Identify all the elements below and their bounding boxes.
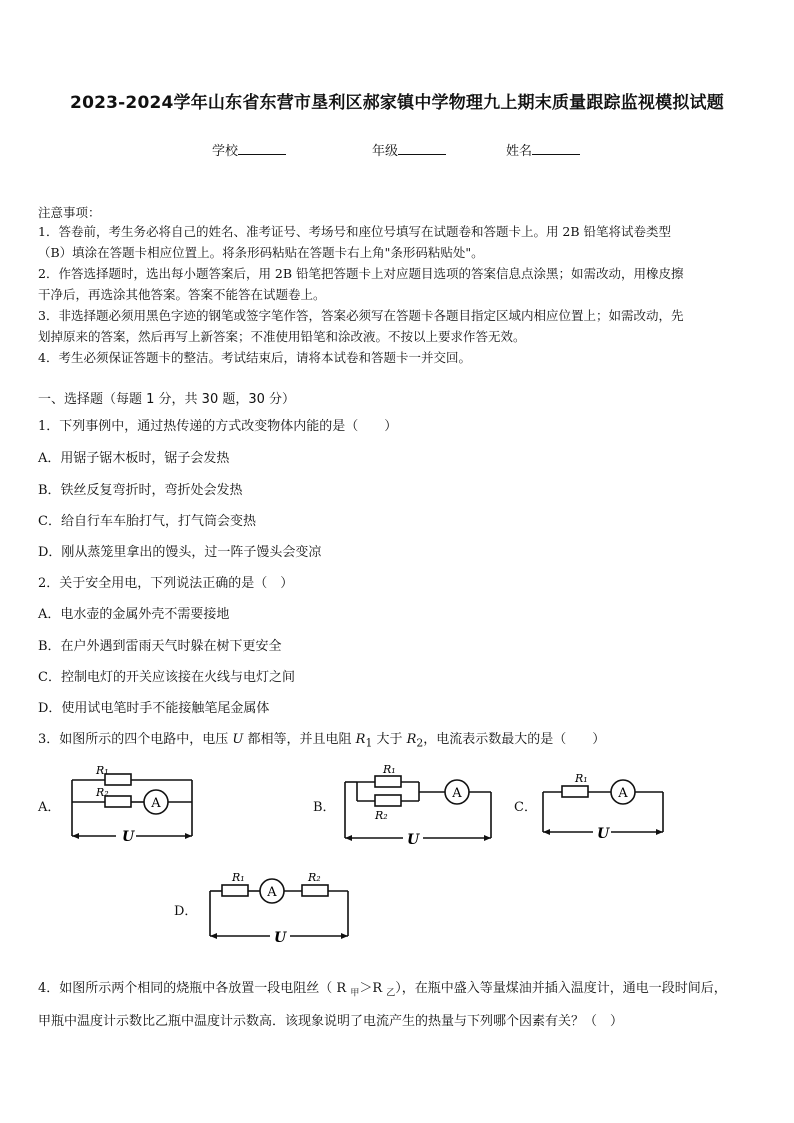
q4-sub-jia: 甲 — [350, 988, 360, 999]
r1-label: R₁ — [232, 871, 245, 884]
circuit-b-diagram[interactable] — [335, 760, 500, 852]
ammeter-label: A — [618, 786, 628, 801]
q3-r1-subscript: 1 — [365, 736, 373, 750]
circuit-a-diagram[interactable] — [60, 762, 210, 848]
u-label: U — [407, 832, 420, 848]
note-2-line-2: 干净后，再选涂其他答案。答案不能答在试题卷上。 — [38, 287, 326, 302]
r2-label: R₂ — [96, 786, 109, 799]
r2-label: R₂ — [308, 871, 321, 884]
name-field[interactable] — [506, 140, 580, 159]
q2-option-d[interactable]: D．使用试电笔时手不能接触笔尾金属体 — [38, 701, 270, 716]
u-label: U — [597, 826, 610, 842]
school-field[interactable] — [212, 140, 286, 159]
u-label: U — [122, 829, 135, 845]
notes-heading: 注意事项： — [38, 205, 101, 220]
grade-label: 年级 — [372, 144, 399, 159]
q4-text: ＞R — [359, 981, 387, 996]
q3-r2-subscript: 2 — [416, 736, 424, 750]
circuit-c-diagram[interactable] — [535, 764, 670, 844]
u-label: U — [274, 930, 287, 946]
section-heading: 一、选择题（每题 1 分，共 30 题，30 分） — [38, 392, 296, 407]
q1-option-d[interactable]: D．刚从蒸笼里拿出的馒头，过一阵子馒头会变凉 — [38, 545, 322, 560]
q3-option-a-label[interactable]: A． — [38, 800, 61, 815]
q2-option-b[interactable]: B．在户外遇到雷雨天气时躲在树下更安全 — [38, 639, 282, 654]
grade-field[interactable] — [372, 140, 446, 159]
ammeter-label: A — [151, 796, 161, 811]
q3-option-d-label[interactable]: D． — [174, 904, 198, 919]
q1-option-b[interactable]: B．铁丝反复弯折时，弯折处会发热 — [38, 483, 243, 498]
q2-stem: 2．关于安全用电，下列说法正确的是（ ） — [38, 576, 294, 591]
q3-option-b-label[interactable]: B． — [313, 800, 336, 815]
r1-label: R₁ — [383, 763, 396, 776]
q3-stem-part: 3．如图所示的四个电路中，电压 — [38, 732, 233, 747]
q4-stem-line-2: 甲瓶中温度计示数比乙瓶中温度计示数高．该现象说明了电流产生的热量与下列哪个因素有关？（ ） — [38, 1014, 624, 1029]
note-3-line-2: 划掉原来的答案，然后再写上新答案；不准使用铅笔和涂改液。不按以上要求作答无效。 — [38, 329, 526, 344]
q1-stem: 1．下列事例中，通过热传递的方式改变物体内能的是（ ） — [38, 419, 398, 434]
ammeter-label: A — [452, 786, 462, 801]
q2-option-c[interactable]: C．控制电灯的开关应该接在火线与电灯之间 — [38, 670, 295, 685]
q4-text: ），在瓶中盛入等量煤油并插入温度计，通电一段时间后， — [395, 981, 727, 996]
school-label: 学校 — [212, 144, 239, 159]
note-1-line-1: 1．答卷前，考生务必将自己的姓名、准考证号、考场号和座位号填写在试题卷和答题卡上。用 2B 铅笔将试卷类型 — [38, 224, 672, 239]
ammeter-label: A — [267, 885, 277, 900]
q1-option-c[interactable]: C．给自行车车胎打气，打气筒会变热 — [38, 514, 256, 529]
page-title: 2023-2024学年山东省东营市垦利区郝家镇中学物理九上期末质量跟踪监视模拟试题 — [70, 93, 724, 113]
q3-stem-part: 大于 — [372, 732, 407, 747]
school-blank[interactable] — [238, 142, 286, 155]
r2-label: R₂ — [375, 809, 388, 822]
q3-stem-part: ，电流表示数最大的是（ ） — [423, 732, 606, 747]
note-1-line-2: （B）填涂在答题卡相应位置上。将条形码粘贴在答题卡右上角"条形码粘贴处"。 — [38, 245, 484, 260]
q4-stem-line-1 — [38, 977, 727, 999]
q3-r1-symbol: R — [355, 732, 366, 747]
q2-option-a[interactable]: A．电水壶的金属外壳不需要接地 — [38, 607, 230, 622]
q3-r2-symbol: R — [406, 732, 417, 747]
r1-label: R₁ — [96, 764, 109, 777]
note-2-line-1: 2．作答选择题时，选出每小题答案后，用 2B 铅笔把答题卡上对应题目选项的答案信息点涂黑；如需改动，用橡皮擦 — [38, 266, 684, 281]
q4-sub-yi: 乙 — [386, 988, 396, 999]
q3-stem-part: 都相等，并且电阻 — [243, 732, 356, 747]
circuit-d-diagram[interactable] — [202, 866, 357, 946]
q1-option-a[interactable]: A．用锯子锯木板时，锯子会发热 — [38, 451, 230, 466]
q4-text: 4．如图所示两个相同的烧瓶中各放置一段电阻丝（ R — [38, 981, 351, 996]
name-label: 姓名 — [506, 144, 533, 159]
q3-voltage-symbol: U — [232, 732, 244, 747]
q3-stem — [38, 728, 605, 750]
name-blank[interactable] — [532, 142, 580, 155]
note-3-line-1: 3．非选择题必须用黑色字迹的钢笔或签字笔作答，答案必须写在答题卡各题目指定区域内相应位置上；如需改动，先 — [38, 308, 684, 323]
grade-blank[interactable] — [398, 142, 446, 155]
r1-label: R₁ — [575, 772, 588, 785]
note-4: 4．考生必须保证答题卡的整洁。考试结束后，请将本试卷和答题卡一并交回。 — [38, 350, 471, 365]
q3-option-c-label[interactable]: C． — [514, 800, 537, 815]
